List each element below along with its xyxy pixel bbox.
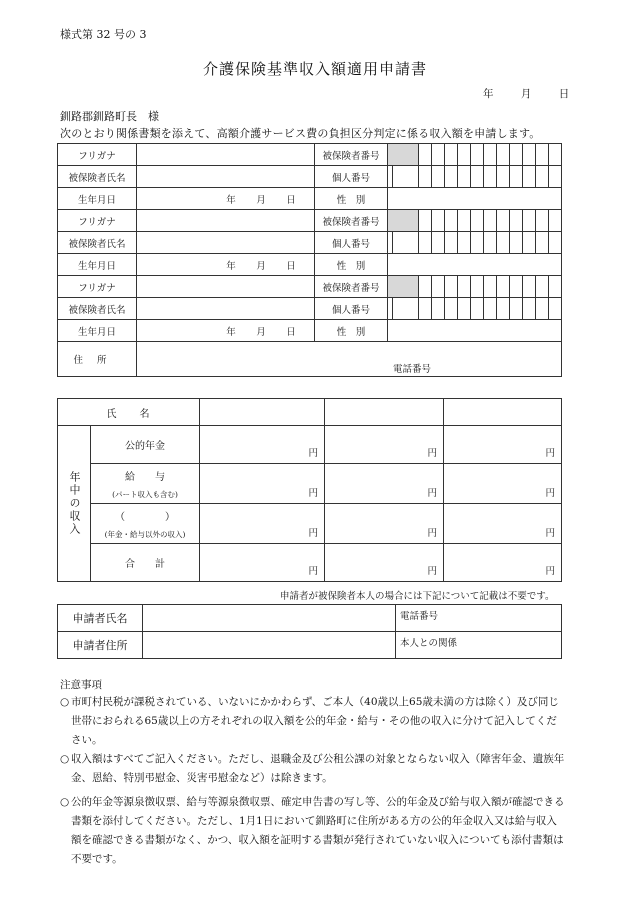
furigana-label: フリガナ	[58, 144, 137, 166]
digit-box[interactable]	[393, 232, 419, 254]
digit-box[interactable]	[393, 298, 419, 320]
insured-number-label: 被保険者番号	[315, 276, 388, 298]
insured-number-shaded-box	[388, 144, 419, 166]
applicant-name-field[interactable]	[143, 605, 396, 632]
digit-box[interactable]	[523, 210, 536, 232]
digit-box[interactable]	[432, 298, 445, 320]
digit-box[interactable]	[536, 276, 549, 298]
digit-box[interactable]	[458, 166, 471, 188]
digit-box[interactable]	[510, 232, 523, 254]
insured-table	[57, 143, 562, 377]
income-name-label: 氏 名	[58, 399, 200, 426]
insured-name-field[interactable]	[137, 166, 315, 188]
applicant-name-label: 申請者氏名	[58, 605, 143, 632]
furigana-field[interactable]	[137, 144, 315, 166]
digit-box[interactable]	[497, 144, 510, 166]
applicant-phone-field[interactable]: 電話番号	[396, 605, 562, 632]
sex-field[interactable]	[388, 320, 562, 342]
sex-label: 性 別	[315, 320, 388, 342]
sex-label: 性 別	[315, 254, 388, 276]
birth-date-label: 生年月日	[58, 320, 137, 342]
digit-box[interactable]	[536, 144, 549, 166]
sex-label: 性 別	[315, 188, 388, 210]
form-title: 介護保険基準収入額適用申請書	[202, 60, 427, 78]
furigana-field[interactable]	[137, 210, 315, 232]
person1-name-cell[interactable]	[200, 399, 325, 426]
personal-number-label: 個人番号	[315, 298, 388, 320]
notes-title: 注意事項	[60, 679, 102, 691]
digit-box[interactable]	[458, 210, 471, 232]
digit-box[interactable]	[497, 210, 510, 232]
digit-box[interactable]	[458, 144, 471, 166]
digit-box[interactable]	[497, 298, 510, 320]
digit-box[interactable]	[536, 166, 549, 188]
digit-box[interactable]	[523, 232, 536, 254]
insured-number-shaded-box	[388, 210, 419, 232]
digit-box[interactable]	[471, 276, 484, 298]
personal-number-label: 個人番号	[315, 166, 388, 188]
digit-box[interactable]	[419, 166, 432, 188]
digit-box[interactable]	[549, 166, 562, 188]
birth-date-label: 生年月日	[58, 254, 137, 276]
other-income-label: （ ） (年金・給与以外の収入)	[91, 504, 200, 544]
digit-box[interactable]	[523, 144, 536, 166]
digit-box[interactable]	[510, 276, 523, 298]
digit-box[interactable]	[419, 232, 432, 254]
digit-box[interactable]	[497, 276, 510, 298]
digit-box[interactable]	[432, 210, 445, 232]
digit-box[interactable]	[510, 210, 523, 232]
digit-box[interactable]	[484, 232, 497, 254]
digit-box[interactable]	[536, 298, 549, 320]
total-person2[interactable]: 円	[325, 544, 444, 582]
insured-name-field[interactable]	[137, 298, 315, 320]
furigana-label: フリガナ	[58, 210, 137, 232]
digit-box[interactable]	[458, 232, 471, 254]
sex-field[interactable]	[388, 254, 562, 276]
personal-number-label: 個人番号	[315, 232, 388, 254]
insured-name-label: 被保険者氏名	[58, 232, 137, 254]
salary-label: 給 与 (パート収入も含む)	[91, 464, 200, 504]
furigana-field[interactable]	[137, 276, 315, 298]
digit-box[interactable]	[445, 210, 458, 232]
digit-box[interactable]	[523, 298, 536, 320]
addressee: 釧路郡釧路町長 様	[60, 110, 159, 123]
note-bullet: ○	[60, 696, 70, 708]
total-person1[interactable]: 円	[200, 544, 325, 582]
birth-date-label: 生年月日	[58, 188, 137, 210]
insured-number-label: 被保険者番号	[315, 144, 388, 166]
digit-box[interactable]	[549, 144, 562, 166]
digit-box[interactable]	[484, 298, 497, 320]
digit-box[interactable]	[510, 298, 523, 320]
digit-box[interactable]	[536, 210, 549, 232]
digit-box[interactable]	[484, 144, 497, 166]
sex-field[interactable]	[388, 188, 562, 210]
digit-box[interactable]	[536, 232, 549, 254]
furigana-label: フリガナ	[58, 276, 137, 298]
digit-box[interactable]	[510, 166, 523, 188]
address-label: 住所	[58, 342, 137, 377]
applicant-address-field[interactable]	[143, 632, 396, 659]
birth-date-field[interactable]: 年 月 日	[137, 254, 315, 276]
note-3: ○ 公的年金等源泉徴収票、給与等源泉徴収票、確定申告書の写し等、公的年金及び給与収入額が確認できる書類を添付してください。ただし、1月1日において釧路町に住所がある方の公的年金収入又は給与収入額を確認できる書類がなく、かつ、収入額を証明する書類が発行されていない収入についても添付書類は不要です。	[60, 793, 565, 869]
pension-label: 公的年金	[91, 426, 200, 464]
digit-box[interactable]	[445, 232, 458, 254]
salary-person2[interactable]: 円	[325, 464, 444, 504]
date-year-label: 年	[483, 88, 494, 100]
note-bullet: ○	[60, 753, 70, 765]
address-phone-label: 電話番号	[393, 364, 432, 375]
insured-number-shaded-box	[388, 276, 419, 298]
digit-box[interactable]	[432, 144, 445, 166]
digit-box[interactable]	[471, 210, 484, 232]
digit-box[interactable]	[419, 276, 432, 298]
person3-name-cell[interactable]	[444, 399, 562, 426]
other-person1[interactable]: 円	[200, 504, 325, 544]
digit-box[interactable]	[432, 232, 445, 254]
digit-box[interactable]	[432, 166, 445, 188]
digit-box[interactable]	[471, 166, 484, 188]
digit-box[interactable]	[419, 144, 432, 166]
digit-box[interactable]	[445, 166, 458, 188]
digit-box[interactable]	[471, 232, 484, 254]
digit-box[interactable]	[458, 276, 471, 298]
pension-person1[interactable]: 円	[200, 426, 325, 464]
digit-box[interactable]	[510, 144, 523, 166]
person2-name-cell[interactable]	[325, 399, 444, 426]
digit-box[interactable]	[445, 276, 458, 298]
other-person2[interactable]: 円	[325, 504, 444, 544]
digit-box[interactable]	[445, 144, 458, 166]
applicant-note: 申請者が被保険者本人の場合には下記について記載は不要です。	[280, 591, 555, 602]
note-bullet: ○	[60, 796, 70, 808]
date-month-label: 月	[520, 88, 532, 100]
digit-box[interactable]	[419, 298, 432, 320]
pension-person2[interactable]: 円	[325, 426, 444, 464]
total-label: 合 計	[91, 544, 200, 582]
digit-box[interactable]	[549, 210, 562, 232]
birth-date-field[interactable]: 年 月 日	[137, 320, 315, 342]
note-2: ○ 収入額はすべてご記入ください。ただし、退職金及び公租公課の対象とならない収入（障害年金、遺族年金、恩給、特別弔慰金、災害弔慰金など）は除きます。	[60, 750, 565, 788]
application-date	[483, 86, 569, 101]
pension-person3[interactable]: 円	[444, 426, 562, 464]
digit-box[interactable]	[471, 144, 484, 166]
digit-box[interactable]	[458, 298, 471, 320]
digit-box[interactable]	[445, 298, 458, 320]
applicant-address-label: 申請者住所	[58, 632, 143, 659]
digit-box[interactable]	[549, 298, 562, 320]
digit-box[interactable]	[432, 276, 445, 298]
intro-text: 次のとおり関係書類を添えて、高額介護サービス費の負担区分判定に係る収入額を申請します。	[60, 127, 541, 140]
insured-name-label: 被保険者氏名	[58, 166, 137, 188]
digit-box[interactable]	[471, 298, 484, 320]
annual-income-side-label: 年中の収入	[58, 426, 91, 582]
insured-number-label: 被保険者番号	[315, 210, 388, 232]
digit-box[interactable]	[497, 166, 510, 188]
applicant-table	[57, 604, 562, 659]
income-table	[57, 398, 562, 582]
form-number: 様式第 32 号の 3	[60, 28, 147, 41]
digit-box[interactable]	[549, 276, 562, 298]
digit-box[interactable]	[419, 210, 432, 232]
insured-name-field[interactable]	[137, 232, 315, 254]
insured-name-label: 被保険者氏名	[58, 298, 137, 320]
address-field[interactable]	[137, 342, 562, 377]
date-day-label: 日	[558, 88, 570, 100]
salary-person3[interactable]: 円	[444, 464, 562, 504]
digit-box[interactable]	[484, 210, 497, 232]
total-person3[interactable]: 円	[444, 544, 562, 582]
digit-box[interactable]	[523, 276, 536, 298]
other-person3[interactable]: 円	[444, 504, 562, 544]
note-1: ○ 市町村民税が課税されている、いないにかかわらず、ご本人（40歳以上65歳未満の方は除く）及び同じ世帯におられる65歳以上の方それぞれの収入額を公的年金・給与・その他の収入に分けて記入してください。	[60, 693, 565, 750]
digit-box[interactable]	[484, 166, 497, 188]
digit-box[interactable]	[549, 232, 562, 254]
salary-person1[interactable]: 円	[200, 464, 325, 504]
digit-box[interactable]	[497, 232, 510, 254]
digit-box[interactable]	[484, 276, 497, 298]
birth-date-field[interactable]: 年 月 日	[137, 188, 315, 210]
applicant-relation-field[interactable]: 本人との関係	[396, 632, 562, 659]
digit-box[interactable]	[523, 166, 536, 188]
digit-box[interactable]	[393, 166, 419, 188]
